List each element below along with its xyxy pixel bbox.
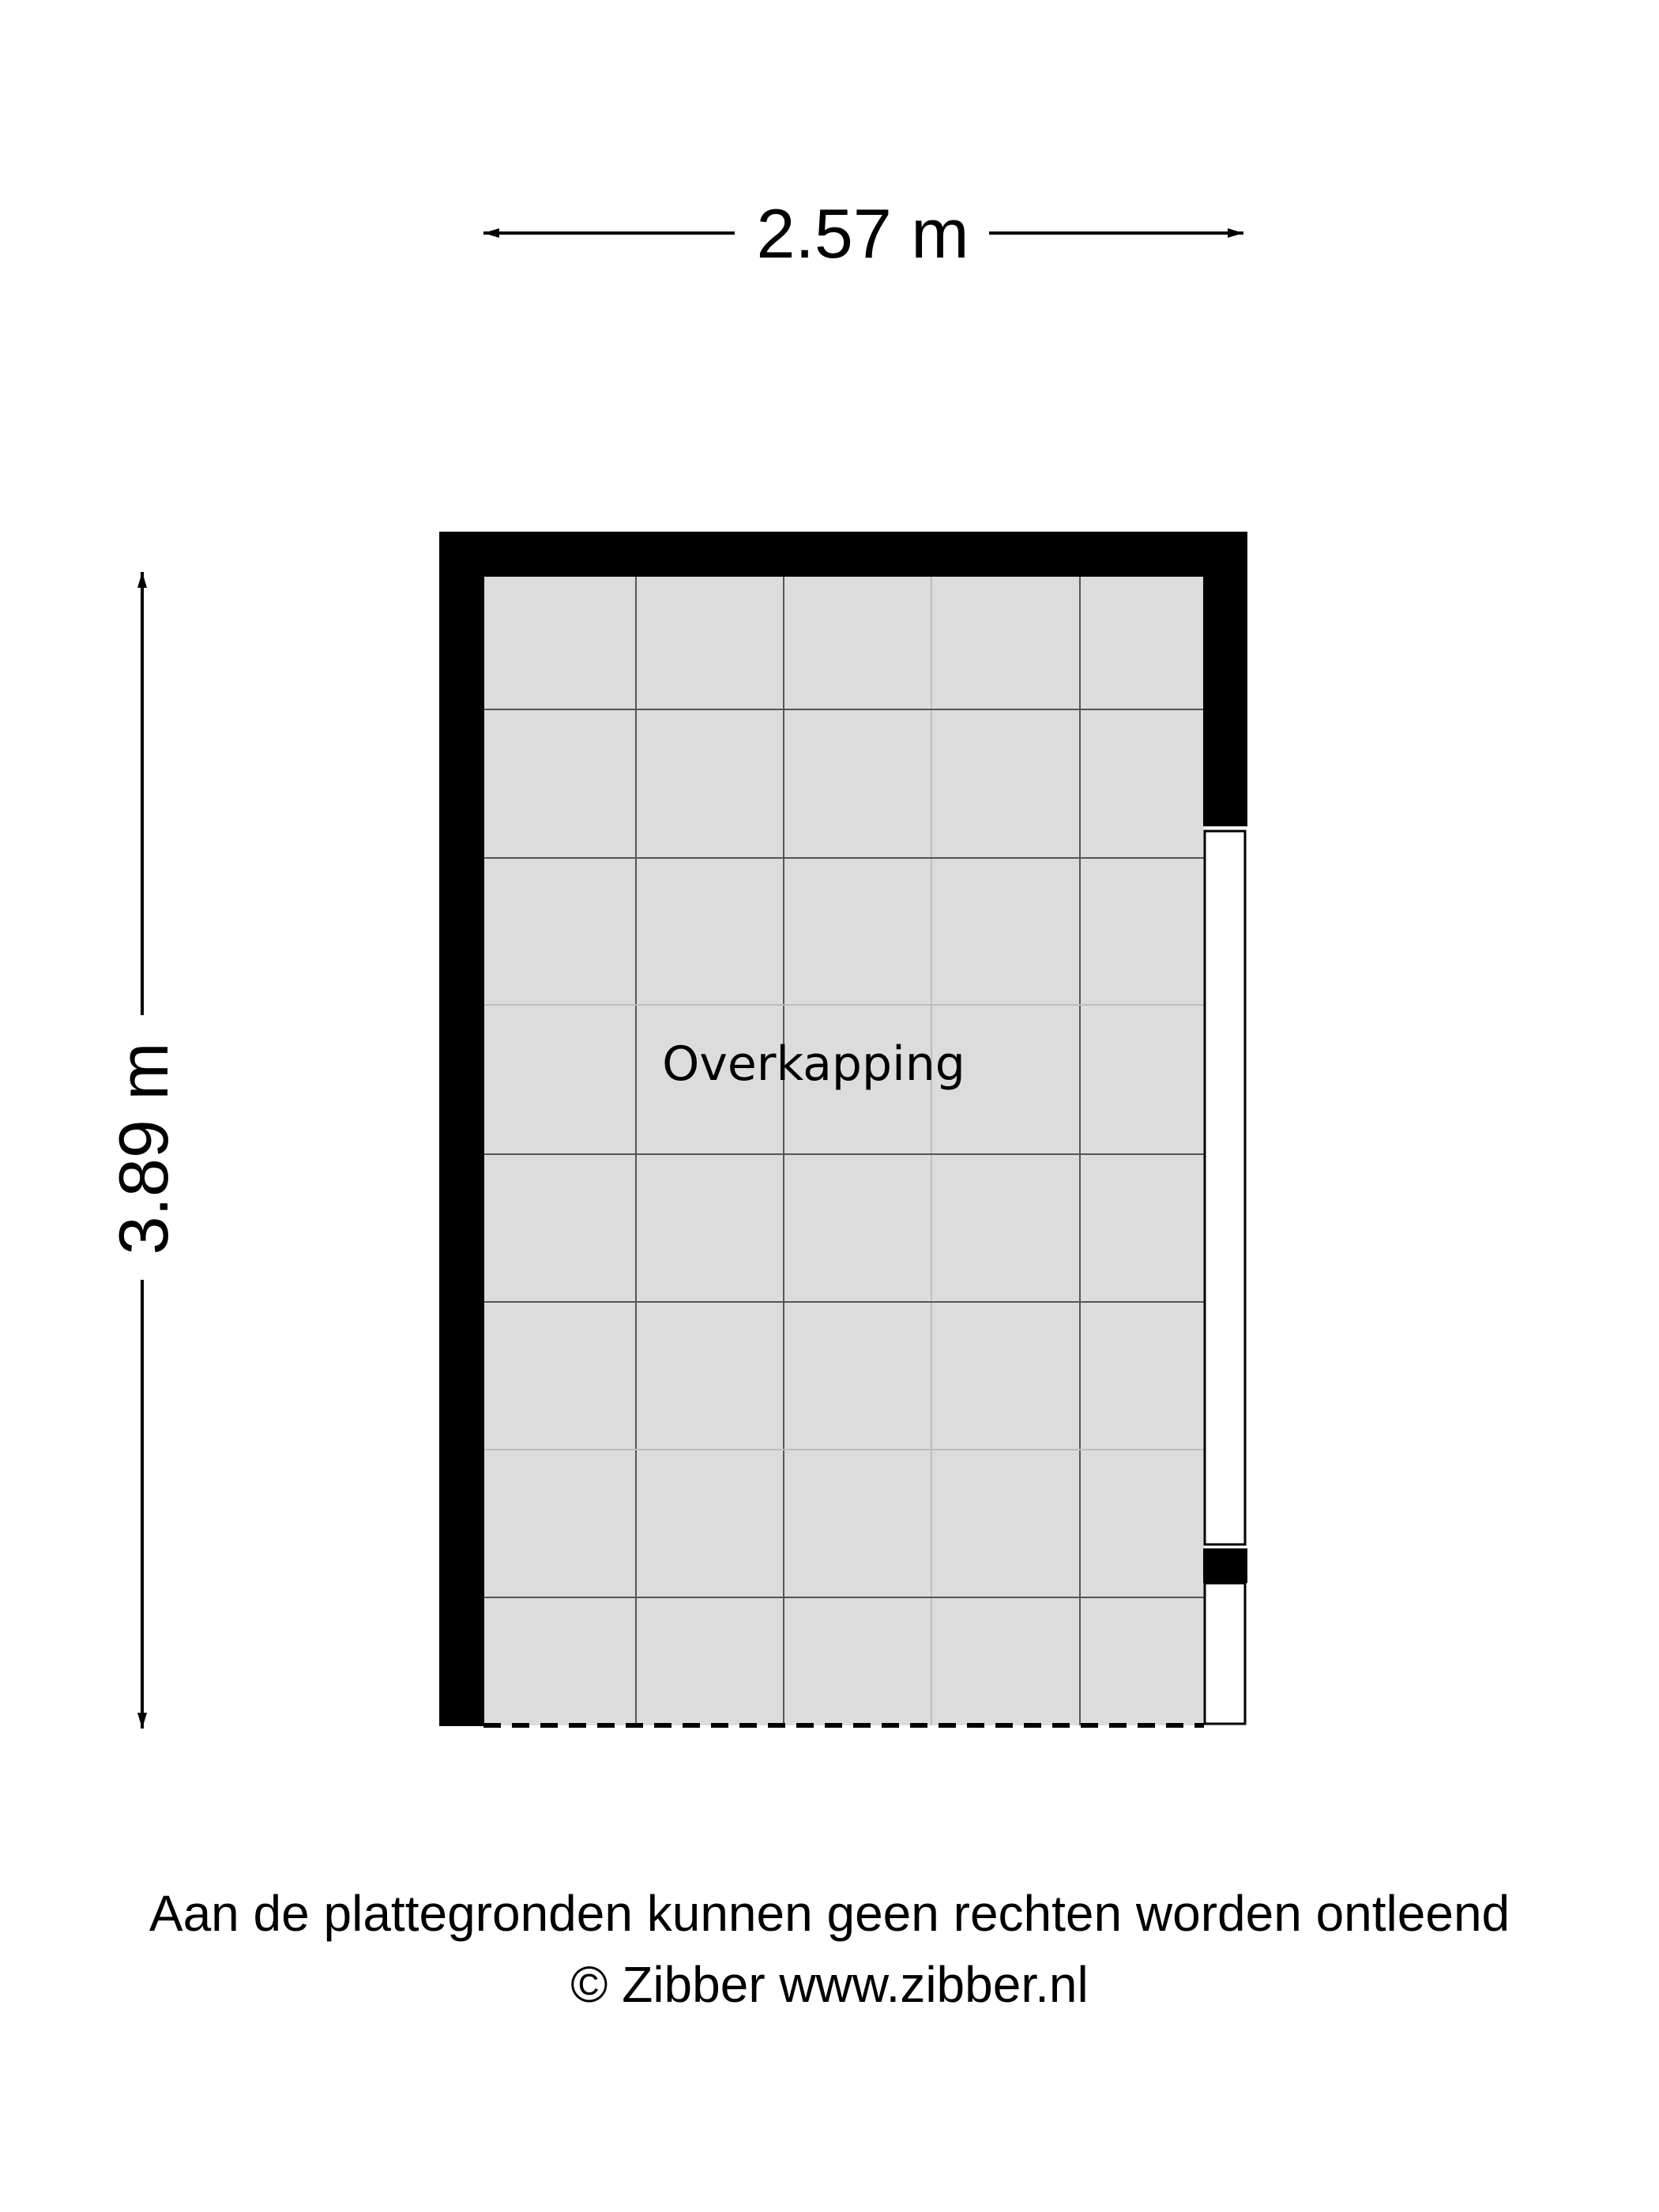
open-side-right bbox=[1205, 831, 1245, 1724]
wall-top bbox=[439, 532, 1247, 577]
height-label: 3.89 m bbox=[104, 1042, 182, 1255]
wall-right-post bbox=[1203, 1548, 1247, 1583]
room-floor bbox=[483, 575, 1204, 1725]
height-dimension bbox=[104, 572, 182, 1729]
copyright-text: © Zibber www.zibber.nl bbox=[570, 1956, 1089, 2013]
opening-upper bbox=[1205, 831, 1245, 1544]
width-dimension bbox=[483, 194, 1243, 273]
wall-left bbox=[439, 532, 484, 1726]
width-label: 2.57 m bbox=[756, 194, 969, 273]
wall-right-upper bbox=[1203, 532, 1247, 826]
room-label: Overkapping bbox=[662, 1036, 965, 1092]
disclaimer-text: Aan de plattegronden kunnen geen rechten worden ontleend bbox=[149, 1885, 1510, 1942]
opening-lower bbox=[1205, 1583, 1245, 1724]
